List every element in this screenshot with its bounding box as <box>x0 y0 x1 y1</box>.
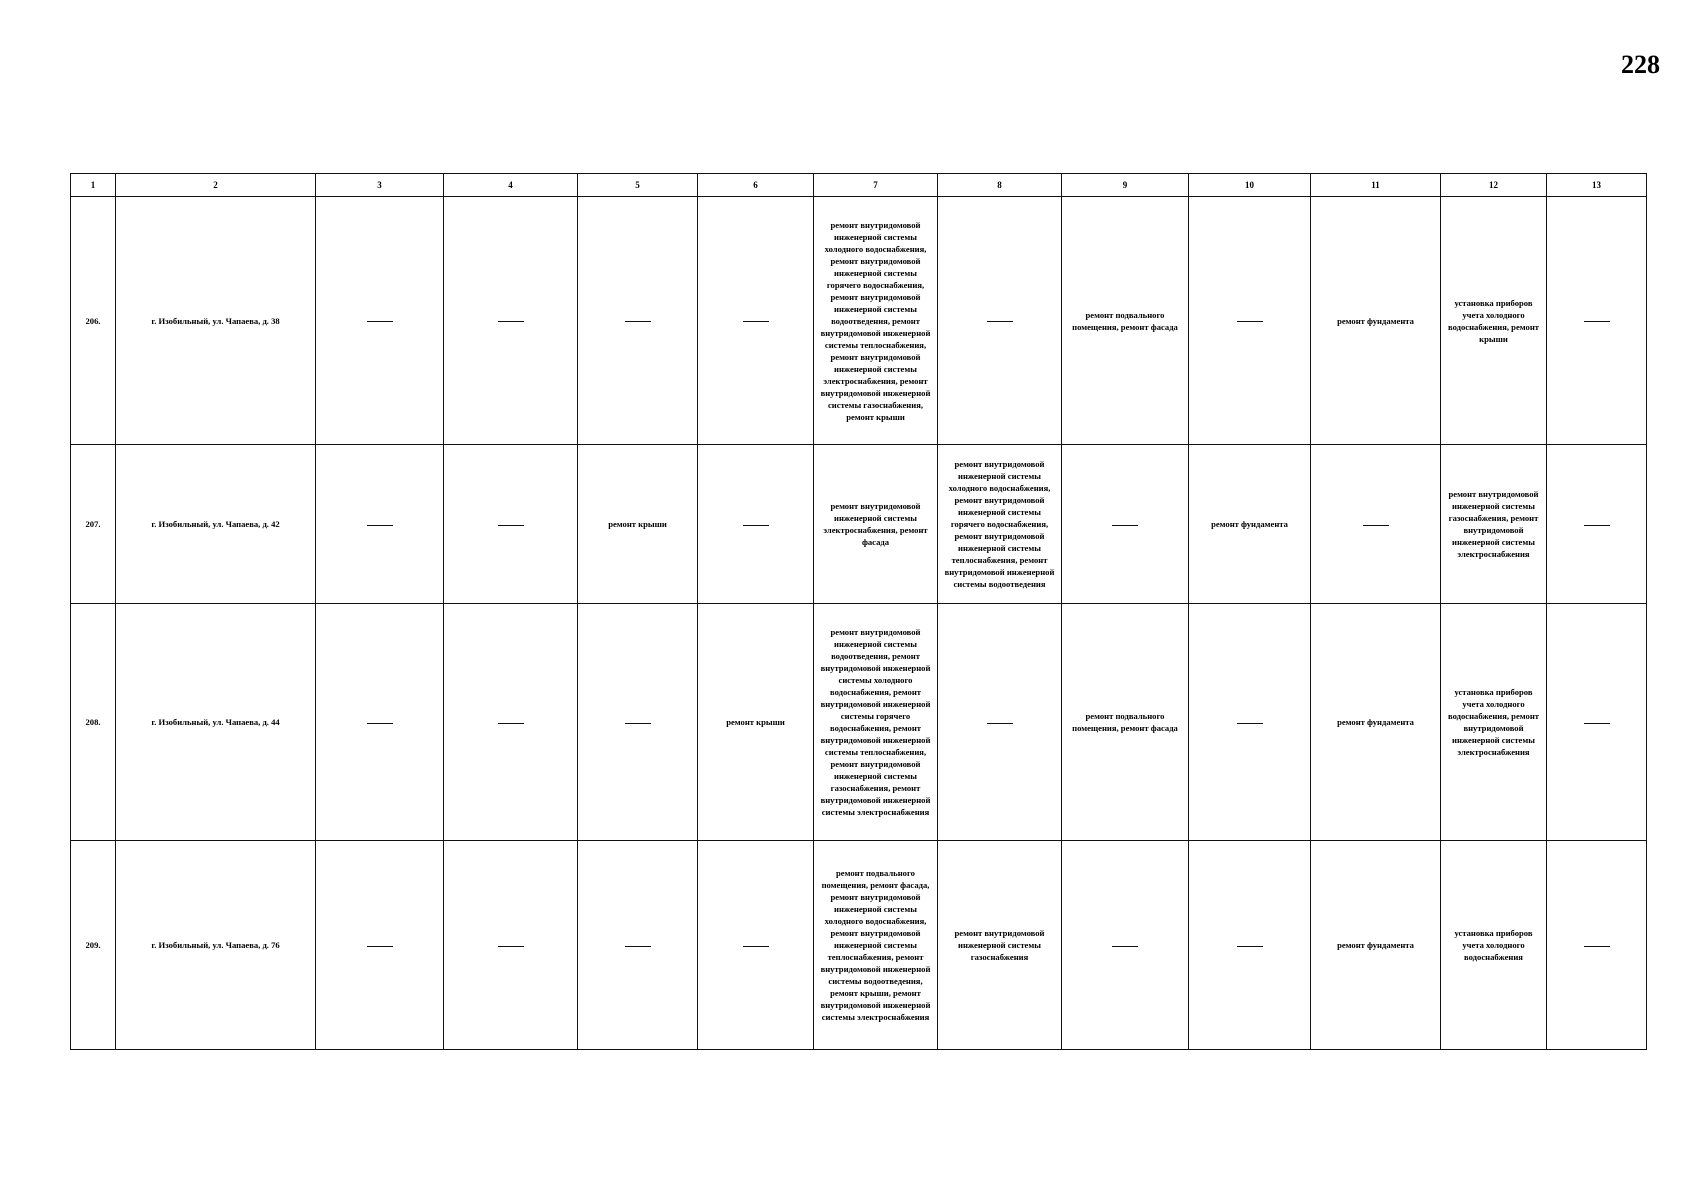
dash-mark <box>1363 525 1389 526</box>
empty-cell <box>938 197 1062 445</box>
empty-cell <box>1189 197 1311 445</box>
dash-mark <box>498 723 524 724</box>
dash-mark <box>1584 321 1610 322</box>
work-cell: ремонт внутридомовой инженерной системы холодного водоснабжения, ремонт внутридомовой инженерной системы горячего водоснабжения, ремонт внутридомовой инженерной системы водоотведения, ремонт внутридомовой инженерной системы теплоснабжения, ремонт внутридомовой инженерной системы электроснабжения, ремонт внутридомовой инженерной системы газоснабжения, ремонт крыши <box>814 197 938 445</box>
work-cell: ремонт внутридомовой инженерной системы газоснабжения <box>938 841 1062 1050</box>
page-number: 228 <box>1621 50 1660 79</box>
row-number: 206. <box>71 197 116 445</box>
work-cell: ремонт фундамента <box>1311 841 1441 1050</box>
column-header: 12 <box>1441 174 1547 197</box>
column-header: 5 <box>578 174 698 197</box>
column-header: 13 <box>1547 174 1647 197</box>
column-header: 8 <box>938 174 1062 197</box>
repair-schedule-table <box>70 173 1647 1050</box>
dash-mark <box>1237 321 1263 322</box>
work-cell: ремонт крыши <box>578 445 698 604</box>
empty-cell <box>1062 445 1189 604</box>
row-number: 209. <box>71 841 116 1050</box>
work-cell: ремонт подвального помещения, ремонт фасада <box>1062 604 1189 841</box>
empty-cell <box>316 197 444 445</box>
empty-cell <box>578 197 698 445</box>
dash-mark <box>625 946 651 947</box>
dash-mark <box>1237 723 1263 724</box>
empty-cell <box>316 604 444 841</box>
work-cell: ремонт подвального помещения, ремонт фасада, ремонт внутридомовой инженерной системы холодного водоснабжения, ремонт внутридомовой инженерной системы теплоснабжения, ремонт внутридомовой инженерной системы водоотведения, ремонт крыши, ремонт внутридомовой инженерной системы электроснабжения <box>814 841 938 1050</box>
empty-cell <box>578 841 698 1050</box>
empty-cell <box>1189 604 1311 841</box>
dash-mark <box>987 321 1013 322</box>
address-cell: г. Изобильный, ул. Чапаева, д. 76 <box>116 841 316 1050</box>
dash-mark <box>1584 946 1610 947</box>
work-cell: ремонт крыши <box>698 604 814 841</box>
dash-mark <box>1112 946 1138 947</box>
work-cell: ремонт фундамента <box>1189 445 1311 604</box>
dash-mark <box>743 946 769 947</box>
dash-mark <box>743 321 769 322</box>
table-row <box>71 604 1647 841</box>
dash-mark <box>1237 946 1263 947</box>
dash-mark <box>367 321 393 322</box>
work-cell: ремонт внутридомовой инженерной системы газоснабжения, ремонт внутридомовой инженерной системы электроснабжения <box>1441 445 1547 604</box>
work-cell: ремонт внутридомовой инженерной системы водоотведения, ремонт внутридомовой инженерной системы холодного водоснабжения, ремонт внутридомовой инженерной системы горячего водоснабжения, ремонт внутридомовой инженерной системы теплоснабжения, ремонт внутридомовой инженерной системы газоснабжения, ремонт внутридомовой инженерной системы электроснабжения <box>814 604 938 841</box>
empty-cell <box>578 604 698 841</box>
address-cell: г. Изобильный, ул. Чапаева, д. 42 <box>116 445 316 604</box>
column-header: 11 <box>1311 174 1441 197</box>
work-cell: установка приборов учета холодного водоснабжения, ремонт крыши <box>1441 197 1547 445</box>
empty-cell <box>444 841 578 1050</box>
row-number: 208. <box>71 604 116 841</box>
dash-mark <box>743 525 769 526</box>
work-cell: ремонт фундамента <box>1311 604 1441 841</box>
empty-cell <box>1311 445 1441 604</box>
address-cell: г. Изобильный, ул. Чапаева, д. 38 <box>116 197 316 445</box>
work-cell: ремонт внутридомовой инженерной системы электроснабжения, ремонт фасада <box>814 445 938 604</box>
dash-mark <box>498 321 524 322</box>
work-cell: ремонт внутридомовой инженерной системы холодного водоснабжения, ремонт внутридомовой инженерной системы горячего водоснабжения, ремонт внутридомовой инженерной системы теплоснабжения, ремонт внутридомовой инженерной системы водоотведения <box>938 445 1062 604</box>
column-header: 2 <box>116 174 316 197</box>
work-cell: установка приборов учета холодного водоснабжения, ремонт внутридомовой инженерной системы электроснабжения <box>1441 604 1547 841</box>
dash-mark <box>1584 723 1610 724</box>
empty-cell <box>938 604 1062 841</box>
column-header: 1 <box>71 174 116 197</box>
empty-cell <box>1062 841 1189 1050</box>
column-number-row <box>71 174 1647 197</box>
dash-mark <box>367 946 393 947</box>
empty-cell <box>698 841 814 1050</box>
empty-cell <box>444 604 578 841</box>
work-cell: ремонт подвального помещения, ремонт фасада <box>1062 197 1189 445</box>
address-cell: г. Изобильный, ул. Чапаева, д. 44 <box>116 604 316 841</box>
empty-cell <box>1189 841 1311 1050</box>
column-header: 4 <box>444 174 578 197</box>
dash-mark <box>498 525 524 526</box>
table-row <box>71 841 1647 1050</box>
empty-cell <box>698 197 814 445</box>
column-header: 7 <box>814 174 938 197</box>
dash-mark <box>367 525 393 526</box>
dash-mark <box>498 946 524 947</box>
table-row <box>71 197 1647 445</box>
dash-mark <box>1584 525 1610 526</box>
empty-cell <box>444 197 578 445</box>
empty-cell <box>316 841 444 1050</box>
row-number: 207. <box>71 445 116 604</box>
empty-cell <box>1547 445 1647 604</box>
dash-mark <box>1112 525 1138 526</box>
column-header: 3 <box>316 174 444 197</box>
empty-cell <box>444 445 578 604</box>
empty-cell <box>1547 841 1647 1050</box>
dash-mark <box>987 723 1013 724</box>
column-header: 6 <box>698 174 814 197</box>
empty-cell <box>698 445 814 604</box>
dash-mark <box>625 321 651 322</box>
work-cell: ремонт фундамента <box>1311 197 1441 445</box>
work-cell: установка приборов учета холодного водоснабжения <box>1441 841 1547 1050</box>
table-row <box>71 445 1647 604</box>
empty-cell <box>316 445 444 604</box>
empty-cell <box>1547 604 1647 841</box>
column-header: 9 <box>1062 174 1189 197</box>
column-header: 10 <box>1189 174 1311 197</box>
dash-mark <box>367 723 393 724</box>
dash-mark <box>625 723 651 724</box>
empty-cell <box>1547 197 1647 445</box>
